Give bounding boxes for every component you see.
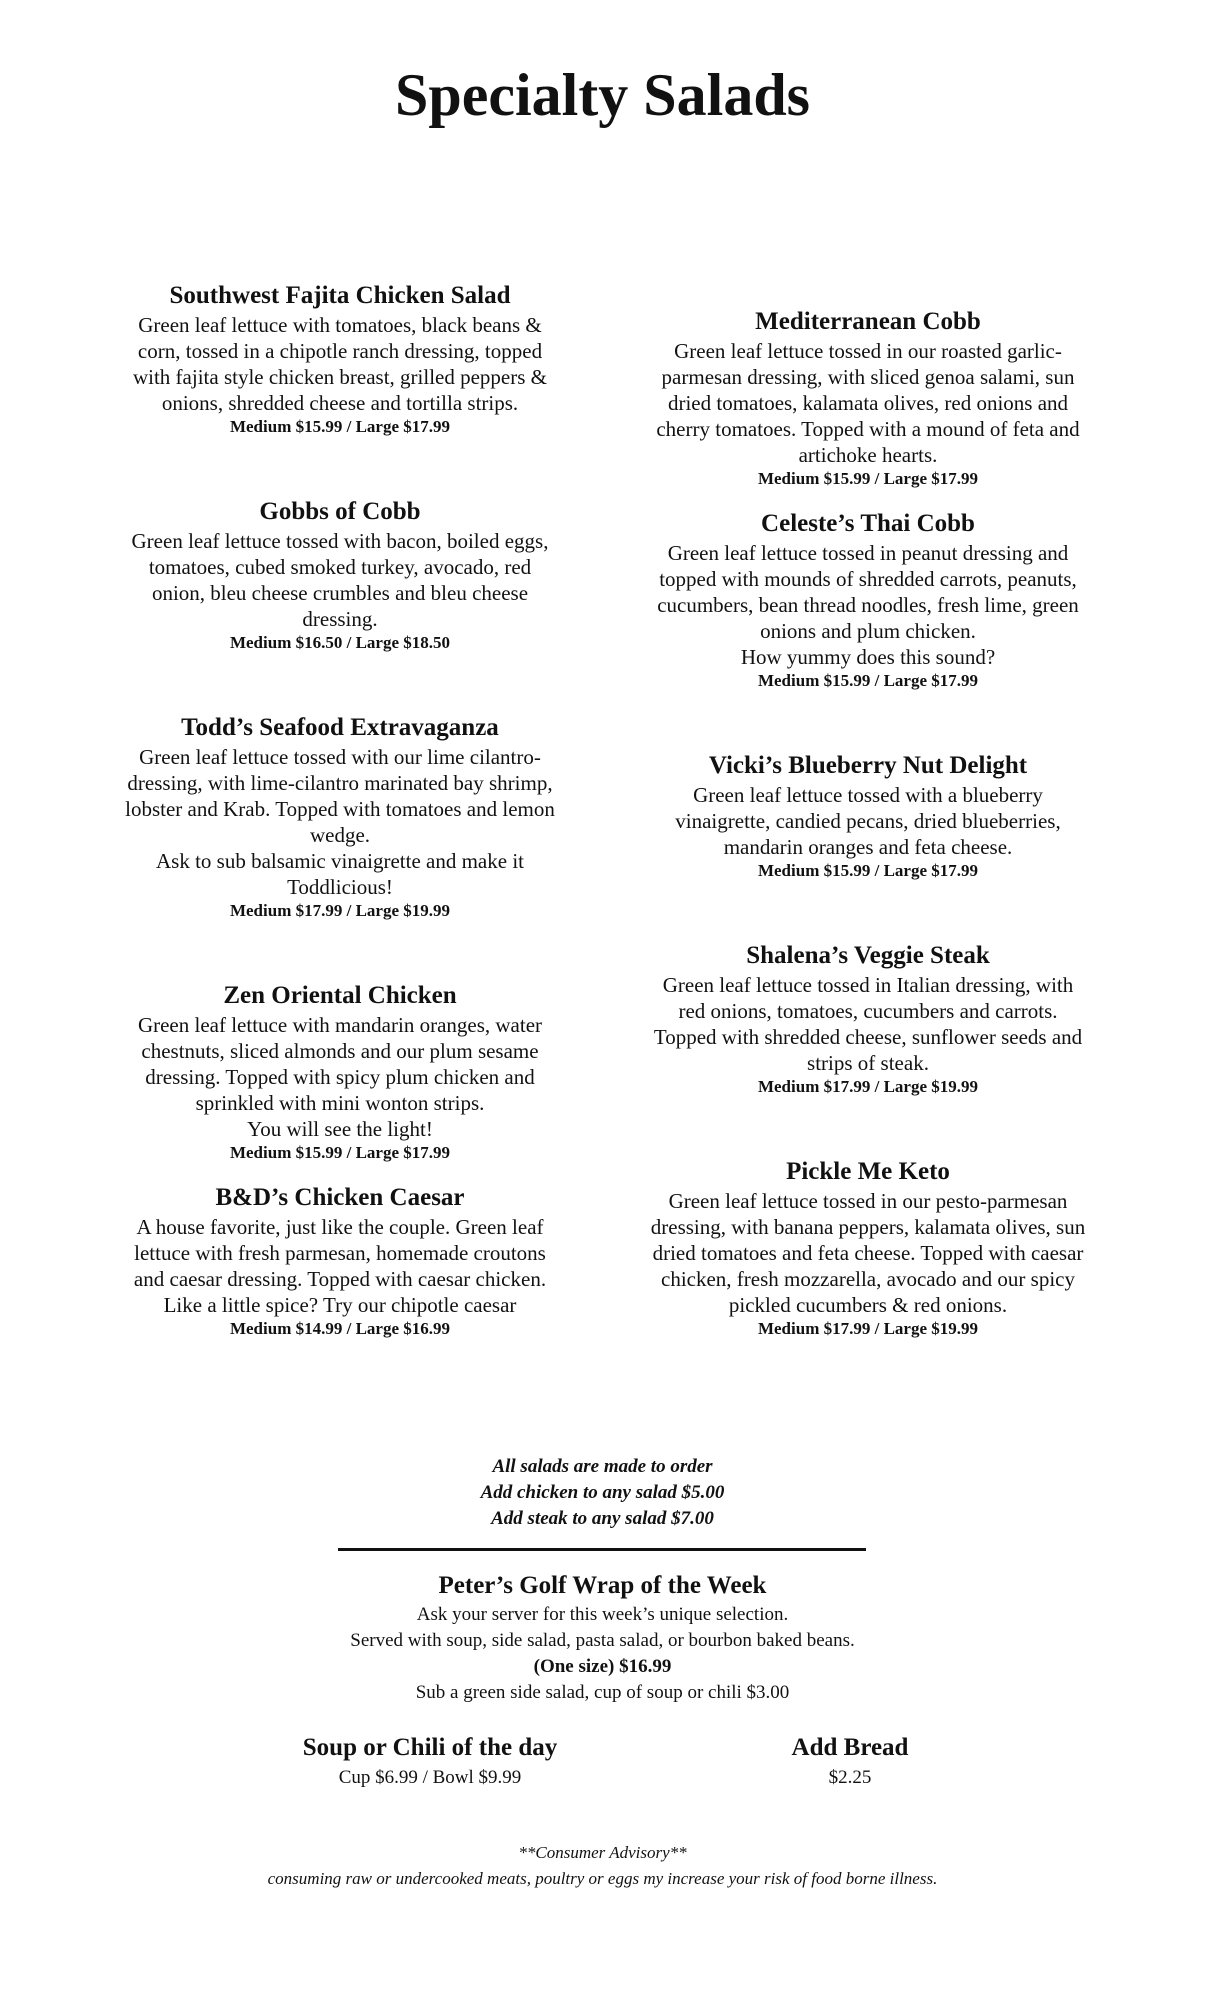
left-column [90,280,590,1340]
item-price: Medium $15.99 / Large $17.99 [229,417,451,436]
soup-price: Cup $6.99 / Bowl $9.99 [338,1767,522,1788]
note-line: Add steak to any salad $7.00 [491,1508,714,1529]
item-name: Southwest Fajita Chicken Salad [169,282,511,309]
advisory-text: consuming raw or undercooked meats, poultry or eggs my increase your risk of food borne illness. [267,1869,938,1888]
menu-item [90,1182,590,1340]
bread-price: $2.25 [828,1767,872,1788]
item-name: Gobbs of Cobb [259,498,421,525]
item-name: Zen Oriental Chicken [223,982,457,1009]
menu-item [618,1156,1118,1340]
item-description: A house favorite, just like the couple. Green leaf lettuce with fresh parmesan, homemade croutons and caesar dressing. Topped with caesar chicken. Like a little spice? Try our chipotle caesar [133,1215,547,1317]
wrap-sub-option: Sub a green side salad, cup of soup or chili $3.00 [415,1682,790,1703]
item-price: Medium $15.99 / Large $17.99 [757,671,979,690]
item-description: Green leaf lettuce tossed in peanut dressing and topped with mounds of shredded carrots, peanuts, cucumbers, bean thread noodles, fresh lime, green onions and plum chicken. How yummy does this sound? [657,541,1079,669]
item-name: Pickle Me Keto [786,1158,950,1185]
item-name: Shalena’s Veggie Steak [746,942,990,969]
soup-name: Soup or Chili of the day [302,1734,558,1761]
consumer-advisory [0,1840,1205,1892]
wrap-name: Peter’s Golf Wrap of the Week [438,1572,767,1599]
item-name: Todd’s Seafood Extravaganza [181,714,499,741]
item-description: Green leaf lettuce with tomatoes, black beans & corn, tossed in a chipotle ranch dressing, topped with fajita style chicken breast, grilled peppers & onions, shredded cheese and tortilla strips. [132,313,548,415]
menu-item [90,712,590,922]
item-price: Medium $17.99 / Large $19.99 [757,1319,979,1338]
item-name: Vicki’s Blueberry Nut Delight [708,752,1028,779]
item-price: Medium $15.99 / Large $17.99 [757,469,979,488]
item-description: Green leaf lettuce tossed in our roasted garlic- parmesan dressing, with sliced genoa salami, sun dried tomatoes, kalamata olives, red onions and cherry tomatoes. Topped with a mound of feta and artichoke hearts. [656,339,1080,467]
note-line: All salads are made to order [492,1456,713,1477]
menu-item [618,750,1118,882]
item-description: Green leaf lettuce tossed with a blueberry vinaigrette, candied pecans, dried blueberries, mandarin oranges and feta cheese. [675,783,1061,859]
menu-item [90,280,590,438]
item-price: Medium $14.99 / Large $16.99 [229,1319,451,1338]
item-description: Green leaf lettuce tossed in Italian dressing, with red onions, tomatoes, cucumbers and carrots. Topped with shredded cheese, sunflower seeds and strips of steak. [653,973,1083,1075]
item-name: Celeste’s Thai Cobb [761,510,975,537]
wrap-description: Ask your server for this week’s unique selection. [416,1604,789,1625]
item-name: Mediterranean Cobb [755,308,981,335]
item-description: Green leaf lettuce with mandarin oranges, water chestnuts, sliced almonds and our plum sesame dressing. Topped with spicy plum chicken and sprinkled with mini wonton strips. You will see the light! [137,1013,543,1141]
menu-item [618,508,1118,692]
item-price: Medium $17.99 / Large $19.99 [757,1077,979,1096]
menu-item [618,306,1118,490]
item-price: Medium $16.50 / Large $18.50 [229,633,451,652]
item-price: Medium $17.99 / Large $19.99 [229,901,451,920]
item-description: Green leaf lettuce tossed with our lime cilantro- dressing, with lime-cilantro marinated bay shrimp, lobster and Krab. Topped with tomatoes and lemon wedge. Ask to sub balsamic vinaigrette and make it Toddlicious! [125,745,555,899]
item-price: Medium $15.99 / Large $17.99 [757,861,979,880]
menu-item [618,940,1118,1098]
wrap-of-the-week [0,1570,1205,1706]
page-title: Specialty Salads [394,62,811,128]
soup-section [270,1732,590,1792]
wrap-price: (One size) $16.99 [533,1656,672,1677]
advisory-title: **Consumer Advisory** [518,1843,687,1862]
menu-item [90,980,590,1164]
item-name: B&D’s Chicken Caesar [215,1184,465,1211]
item-price: Medium $15.99 / Large $17.99 [229,1143,451,1162]
item-description: Green leaf lettuce tossed in our pesto-parmesan dressing, with banana peppers, kalamata olives, sun dried tomatoes and feta cheese. Topped with caesar chicken, fresh mozzarella, avocado and our spicy pickled cucumbers & red onions. [650,1189,1086,1317]
bread-name: Add Bread [791,1734,909,1761]
menu-item [90,496,590,654]
wrap-sides: Served with soup, side salad, pasta salad, or bourbon baked beans. [350,1630,855,1651]
item-description: Green leaf lettuce tossed with bacon, boiled eggs, tomatoes, cubed smoked turkey, avocado, red onion, bleu cheese crumbles and bleu cheese dressing. [131,529,549,631]
right-column [618,306,1118,1340]
note-line: Add chicken to any salad $5.00 [480,1482,725,1503]
salad-notes [0,1454,1205,1532]
divider-line [338,1548,866,1551]
bread-section [730,1732,970,1792]
